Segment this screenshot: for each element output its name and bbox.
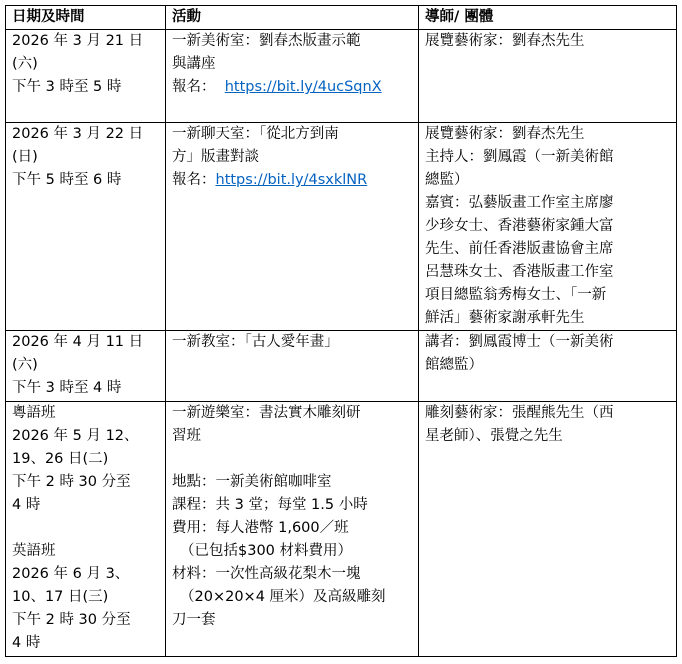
mentor-cell bbox=[419, 123, 677, 331]
speaker-text: 館總監） bbox=[425, 357, 483, 373]
fee-note: （已包括$300 材料費用） bbox=[180, 543, 353, 559]
signup-link[interactable]: https://bit.ly/4ucSqnX bbox=[224, 79, 382, 95]
date-text: 19、26 日(二) bbox=[12, 451, 109, 467]
time-text: 下午 3 時至 4 時 bbox=[12, 380, 122, 396]
date-text: 10、17 日(三) bbox=[12, 589, 109, 605]
host-text: 主持人：劉鳳霞（一新美術館 bbox=[425, 149, 614, 165]
spacer bbox=[12, 517, 160, 540]
activity-title: 一新聊天室：「從北方到南 bbox=[172, 126, 339, 142]
guests-text: 少珍女士、香港藝術家鍾大富 bbox=[425, 218, 614, 234]
date-text: 2026 年 3 月 22 日 bbox=[12, 126, 144, 142]
time-text: 下午 2 時 30 分至 bbox=[12, 612, 131, 628]
header-mentor: 導師/ 團體 bbox=[419, 6, 677, 30]
time-text: 下午 5 時至 6 時 bbox=[12, 172, 122, 188]
fee-text: 費用：每人港幣 1,600／班 bbox=[172, 520, 349, 536]
activity-title: 方」版畫對談 bbox=[172, 149, 259, 165]
signup-label: 報名： bbox=[172, 79, 216, 95]
material-text: 刀一套 bbox=[172, 612, 216, 628]
activity-cell bbox=[166, 123, 419, 331]
activity-title: 一新教室：「古人愛年畫」 bbox=[172, 334, 339, 350]
mentor-text: 展覽藝術家：劉春杰先生 bbox=[425, 33, 585, 49]
time-text: 4 時 bbox=[12, 635, 41, 651]
mentor-text: 雕刻藝術家：張醒熊先生（西 bbox=[425, 405, 614, 421]
table-row bbox=[6, 123, 677, 331]
material-text: 材料：一次性高級花梨木一塊 bbox=[172, 566, 361, 582]
date-text: 2026 年 6 月 3、 bbox=[12, 566, 130, 582]
header-date: 日期及時間 bbox=[6, 6, 166, 30]
host-text: 總監） bbox=[425, 172, 469, 188]
date-cell bbox=[6, 331, 166, 402]
header-row bbox=[6, 6, 677, 30]
material-text: （20×20×4 厘米）及高級雕刻 bbox=[180, 589, 386, 605]
class-language: 粵語班 bbox=[12, 405, 56, 421]
guests-text: 先生、前任香港版畫協會主席 bbox=[425, 241, 614, 257]
course-text: 課程：共 3 堂；每堂 1.5 小時 bbox=[172, 497, 368, 513]
schedule-table bbox=[5, 5, 677, 657]
date-text: 2026 年 3 月 21 日 bbox=[12, 33, 144, 49]
activity-title: 一新遊樂室：書法實木雕刻研 bbox=[172, 405, 361, 421]
mentor-cell bbox=[419, 402, 677, 657]
mentor-text: 星老師）、張覺之先生 bbox=[425, 428, 563, 444]
date-cell bbox=[6, 402, 166, 657]
date-cell bbox=[6, 30, 166, 123]
guests-text: 項目總監翁秀梅女士、「一新 bbox=[425, 287, 607, 303]
activity-title: 與講座 bbox=[172, 56, 216, 72]
activity-cell bbox=[166, 402, 419, 657]
guests-text: 呂慧珠女士、香港版畫工作室 bbox=[425, 264, 614, 280]
date-text: 2026 年 5 月 12、 bbox=[12, 428, 139, 444]
activity-cell bbox=[166, 30, 419, 123]
weekday-text: (六) bbox=[12, 357, 38, 373]
mentor-text: 展覽藝術家：劉春杰先生 bbox=[425, 126, 585, 142]
signup-line bbox=[172, 169, 413, 192]
time-text: 4 時 bbox=[12, 497, 41, 513]
weekday-text: (日) bbox=[12, 149, 38, 165]
header-activity: 活動 bbox=[166, 6, 419, 30]
speaker-text: 講者：劉鳳霞博士（一新美術 bbox=[425, 334, 614, 350]
mentor-cell bbox=[419, 331, 677, 402]
time-text: 下午 2 時 30 分至 bbox=[12, 474, 131, 490]
activity-title: 一新美術室：劉春杰版畫示範 bbox=[172, 33, 361, 49]
weekday-text: (六) bbox=[12, 56, 38, 72]
mentor-cell bbox=[419, 30, 677, 123]
time-text: 下午 3 時至 5 時 bbox=[12, 79, 122, 95]
date-cell bbox=[6, 123, 166, 331]
signup-line bbox=[172, 76, 413, 99]
table-row bbox=[6, 331, 677, 402]
activity-cell bbox=[166, 331, 419, 402]
activity-title: 習班 bbox=[172, 428, 201, 444]
guests-text: 嘉賓：弘藝版畫工作室主席廖 bbox=[425, 195, 614, 211]
table-row bbox=[6, 30, 677, 123]
class-language: 英語班 bbox=[12, 543, 56, 559]
spacer bbox=[172, 448, 413, 471]
guests-text: 鮮活」藝術家謝承軒先生 bbox=[425, 310, 585, 326]
signup-link[interactable]: https://bit.ly/4sxklNR bbox=[215, 172, 368, 188]
signup-label: 報名： bbox=[172, 172, 216, 188]
venue-text: 地點：一新美術館咖啡室 bbox=[172, 474, 332, 490]
table-row bbox=[6, 402, 677, 657]
date-text: 2026 年 4 月 11 日 bbox=[12, 334, 144, 350]
